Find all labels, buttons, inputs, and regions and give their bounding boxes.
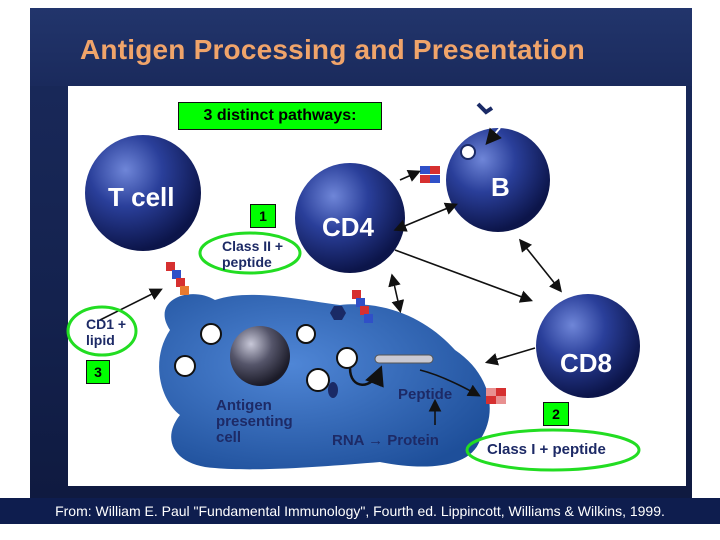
- class-ii-label: [222, 238, 283, 270]
- cd8-receptor: [486, 388, 506, 404]
- apc-line-1: Antigen: [216, 397, 272, 414]
- source-caption: From: William E. Paul "Fundamental Immunology", Fourth ed. Lippincott, Williams & Wilkins, 1999.: [0, 498, 720, 524]
- class-i-label: Class I + peptide: [487, 441, 606, 458]
- vesicle: [337, 348, 357, 368]
- arrow-cd4-to-cd8: [395, 250, 530, 300]
- arrow-cd8-to-apc: [488, 348, 535, 362]
- rna-protein-label: RNA → Protein: [332, 432, 439, 449]
- cd1-line-1: CD1 +: [86, 316, 127, 332]
- slide-title: Antigen Processing and Presentation: [80, 34, 585, 65]
- b-cell-receptor: [420, 166, 440, 183]
- cd4-label: CD4: [322, 212, 375, 242]
- vesicle: [201, 324, 221, 344]
- arrow-cd4-to-apc: [392, 275, 400, 310]
- pathway-2-label: 2: [543, 402, 569, 426]
- arrow-b-to-cd8: [520, 240, 560, 290]
- cd8-sphere: [536, 294, 640, 398]
- apc-line-3: cell: [216, 429, 242, 446]
- class-ii-line-1: Class II +: [222, 238, 284, 254]
- cd8-label: CD8: [560, 348, 613, 378]
- pathways-callout: 3 distinct pathways:: [178, 102, 382, 130]
- arrow-apc-to-b: [400, 172, 418, 180]
- cd1-label: [86, 316, 126, 348]
- apc-label: [216, 398, 293, 446]
- pathway-1-label: 1: [250, 204, 276, 228]
- apc-nucleus: [230, 326, 290, 386]
- vesicle: [175, 356, 195, 376]
- apc-line-2: presenting: [216, 413, 293, 430]
- t-cell-label: T cell: [108, 182, 175, 212]
- cd1-line-2: lipid: [86, 332, 115, 348]
- antigen-particle: [328, 382, 338, 398]
- peptide-label: Peptide: [398, 386, 453, 403]
- er-channel: [375, 355, 433, 363]
- vesicle: [297, 325, 315, 343]
- class-ii-line-2: peptide: [222, 254, 272, 270]
- b-cell-label: B: [491, 172, 510, 202]
- pathway-3-label: 3: [86, 360, 110, 384]
- vesicle: [307, 369, 329, 391]
- t-cell-receptor: [166, 262, 189, 295]
